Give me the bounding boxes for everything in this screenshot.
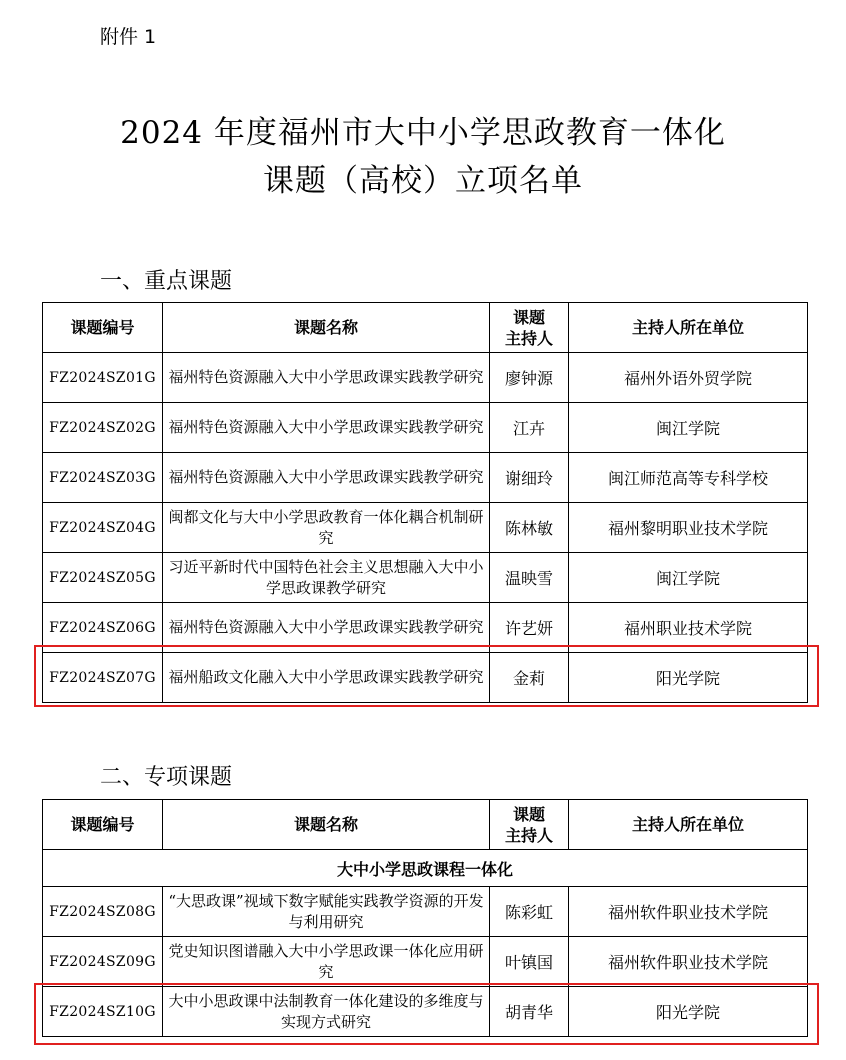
header-code: 课题编号	[43, 800, 163, 850]
project-name: 闽都文化与大中小学思政教育一体化耦合机制研究	[163, 503, 490, 553]
section1-heading: 一、重点课题	[100, 269, 233, 294]
header-name: 课题名称	[163, 303, 490, 353]
project-code: FZ2024SZ01G	[43, 353, 163, 403]
host-unit: 闽江学院	[569, 553, 808, 603]
highlight-box-row-07	[34, 645, 819, 707]
project-host: 许艺妍	[490, 603, 569, 653]
project-host: 金莉	[490, 653, 569, 703]
table-header-row	[43, 800, 808, 850]
host-unit: 福州软件职业技术学院	[569, 937, 808, 987]
project-host: 温映雪	[490, 553, 569, 603]
document-title-line1: 2024 年度福州市大中小学思政教育一体化	[120, 115, 726, 151]
project-name: “大思政课”视域下数字赋能实践教学资源的开发与利用研究	[163, 887, 490, 937]
project-host: 陈林敏	[490, 503, 569, 553]
project-code: FZ2024SZ05G	[43, 553, 163, 603]
key-projects-table	[42, 302, 808, 703]
header-unit: 主持人所在单位	[569, 303, 808, 353]
host-unit: 闽江师范高等专科学校	[569, 453, 808, 503]
host-unit: 福州软件职业技术学院	[569, 887, 808, 937]
project-name: 党史知识图谱融入大中小学思政课一体化应用研究	[163, 937, 490, 987]
project-name: 大中小思政课中法制教育一体化建设的多维度与实现方式研究	[163, 987, 490, 1037]
project-code: FZ2024SZ06G	[43, 603, 163, 653]
table-row	[43, 453, 808, 503]
project-code: FZ2024SZ10G	[43, 987, 163, 1037]
table-row	[43, 353, 808, 403]
document-title-line2: 课题（高校）立项名单	[263, 163, 583, 199]
table-row	[43, 937, 808, 987]
category-label: 大中小学思政课程一体化	[43, 850, 808, 887]
host-unit: 福州黎明职业技术学院	[569, 503, 808, 553]
host-unit: 阳光学院	[569, 653, 808, 703]
section2-heading: 二、专项课题	[100, 765, 233, 790]
project-code: FZ2024SZ09G	[43, 937, 163, 987]
project-code: FZ2024SZ07G	[43, 653, 163, 703]
project-host: 谢细玲	[490, 453, 569, 503]
project-code: FZ2024SZ03G	[43, 453, 163, 503]
project-host: 胡青华	[490, 987, 569, 1037]
table-row	[43, 503, 808, 553]
header-code: 课题编号	[43, 303, 163, 353]
project-name: 福州特色资源融入大中小学思政课实践教学研究	[163, 453, 490, 503]
host-unit: 福州外语外贸学院	[569, 353, 808, 403]
project-host: 江卉	[490, 403, 569, 453]
header-person: 课题 主持人	[490, 303, 569, 353]
highlight-box-row-10	[34, 983, 819, 1045]
host-unit: 阳光学院	[569, 987, 808, 1037]
table-row	[43, 403, 808, 453]
table-row	[43, 553, 808, 603]
project-name: 福州特色资源融入大中小学思政课实践教学研究	[163, 403, 490, 453]
table-row	[43, 887, 808, 937]
project-host: 叶镇国	[490, 937, 569, 987]
project-name: 习近平新时代中国特色社会主义思想融入大中小学思政课教学研究	[163, 553, 490, 603]
category-row	[43, 850, 808, 887]
project-code: FZ2024SZ04G	[43, 503, 163, 553]
project-host: 廖钟源	[490, 353, 569, 403]
attachment-label: 附件 1	[100, 26, 157, 48]
project-name: 福州特色资源融入大中小学思政课实践教学研究	[163, 603, 490, 653]
host-unit: 闽江学院	[569, 403, 808, 453]
project-host: 陈彩虹	[490, 887, 569, 937]
header-name: 课题名称	[163, 800, 490, 850]
project-code: FZ2024SZ02G	[43, 403, 163, 453]
header-unit: 主持人所在单位	[569, 800, 808, 850]
header-person: 课题 主持人	[490, 800, 569, 850]
project-code: FZ2024SZ08G	[43, 887, 163, 937]
project-name: 福州船政文化融入大中小学思政课实践教学研究	[163, 653, 490, 703]
host-unit: 福州职业技术学院	[569, 603, 808, 653]
table-header-row	[43, 303, 808, 353]
project-name: 福州特色资源融入大中小学思政课实践教学研究	[163, 353, 490, 403]
